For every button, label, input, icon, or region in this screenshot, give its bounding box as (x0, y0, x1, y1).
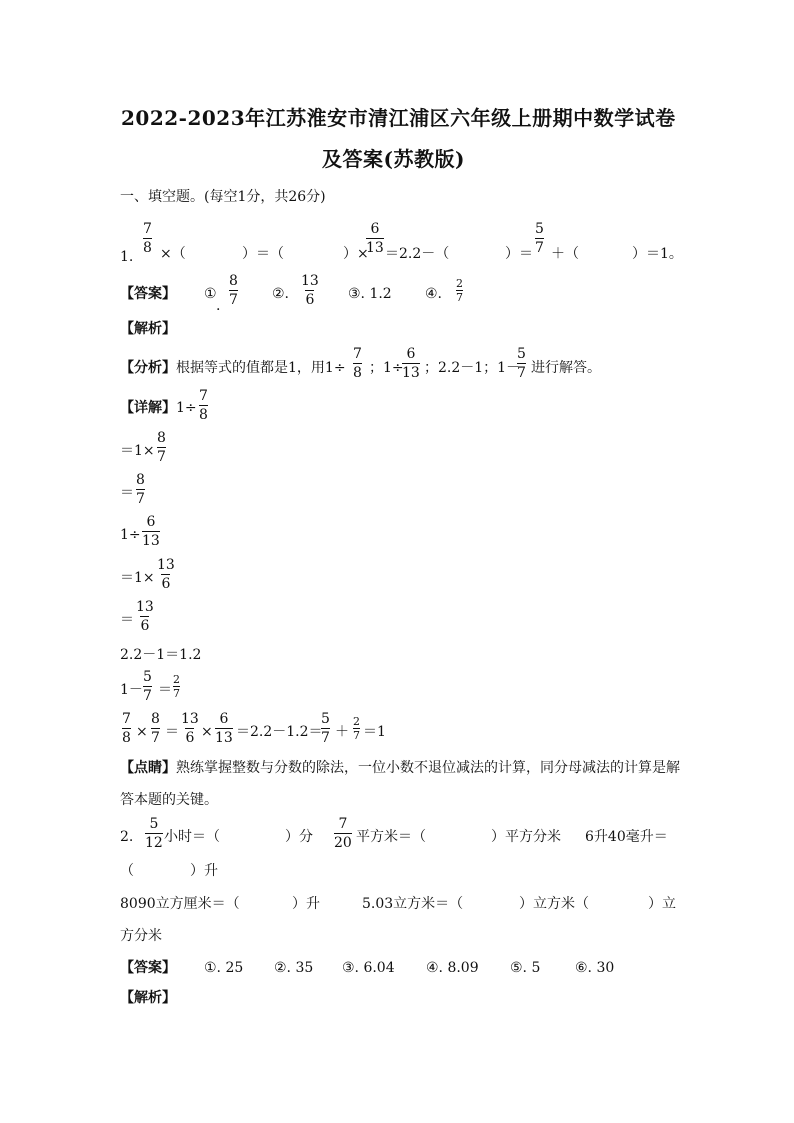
step-text: ＝2.2－1.2＝ (236, 724, 323, 740)
fraction: $\frac{13}{6}$ (301, 273, 319, 308)
fraction: $\frac{2}{7}$ (353, 715, 360, 742)
step-text: ＝ (158, 682, 172, 698)
page-title-line2: 及答案(苏教版) (322, 147, 465, 171)
q1-text: ）＝（ (242, 246, 284, 262)
answer-item: ③. 1.2 (348, 286, 392, 302)
step-text: ＋ (335, 724, 349, 740)
answer-item: ⑥. 30 (575, 960, 615, 976)
dianjing-label: 【点睛】 (120, 760, 176, 776)
analysis-label: 【解析】 (120, 990, 176, 1006)
fraction: $\frac{8}{7}$ (157, 430, 166, 465)
answer-item: ⑤. 5 (510, 960, 541, 976)
section-heading: 一、填空题。(每空1分，共26分) (120, 189, 326, 205)
question-number: 2. (120, 829, 134, 845)
fraction: $\frac{5}{12}$ (145, 816, 163, 851)
answer-dot: . (216, 298, 221, 314)
step-text: ＝1 (363, 724, 386, 740)
fraction: $\frac{2}{7}$ (456, 277, 463, 304)
fraction: $\frac{13}{6}$ (157, 557, 175, 592)
answer-item: ②. 35 (274, 960, 314, 976)
q1-text: ）× (343, 246, 369, 262)
q2-text: （ (120, 863, 134, 879)
answer-label: 【答案】 (120, 286, 176, 302)
fraction: $\frac{8}{7}$ (229, 273, 238, 308)
q1-text: ＝2.2－（ (385, 246, 450, 262)
step-text: ＝ (120, 612, 134, 628)
q2-text: ）分 (285, 829, 313, 845)
q2-text: ）立 (648, 896, 676, 912)
q2-text: ）立方米（ (519, 896, 589, 912)
answer-item: ③. 6.04 (342, 960, 395, 976)
q1-text: ）＝ (505, 246, 533, 262)
fraction: $\frac{6}{13}$ (402, 346, 420, 381)
fraction: $\frac{5}{7}$ (143, 669, 152, 704)
fenxi-label: 【分析】 (120, 360, 176, 376)
step-text: 1÷ (176, 400, 197, 416)
q1-text: ＋（ (551, 246, 579, 262)
fraction: $\frac{6}{13}$ (366, 221, 384, 256)
step-text: × (136, 724, 148, 740)
answer-item: ① (204, 286, 217, 302)
q2-text: 平方米＝（ (356, 829, 426, 845)
answer-item: ①. 25 (204, 960, 244, 976)
q2-text: 小时＝（ (164, 829, 220, 845)
q2-text: 8090立方厘米＝（ (120, 896, 240, 912)
fraction: $\frac{7}{8}$ (143, 221, 152, 256)
answer-item: ④. 8.09 (426, 960, 479, 976)
step-text: ＝ (165, 724, 179, 740)
fraction: $\frac{7}{8}$ (122, 711, 131, 746)
fraction: $\frac{5}{7}$ (535, 221, 544, 256)
q2-text: ）升 (292, 896, 320, 912)
fraction: $\frac{5}{7}$ (517, 346, 526, 381)
fenxi-text: ；2.2－1；1－ (424, 360, 521, 376)
q1-text: ）＝1。 (632, 246, 683, 262)
fraction: $\frac{7}{8}$ (199, 388, 208, 423)
fraction: $\frac{5}{7}$ (321, 711, 330, 746)
step-text: ＝1× (120, 570, 155, 586)
fenxi-text: 根据等式的值都是1，用1÷ (176, 360, 346, 376)
analysis-label: 【解析】 (120, 321, 176, 337)
page-title-line1: 2022-2023年江苏淮安市清江浦区六年级上册期中数学试卷 (121, 106, 676, 130)
step-text: ＝1× (120, 443, 155, 459)
q1-text: ×（ (160, 246, 186, 262)
question-number: 1. (120, 249, 134, 265)
q2-text: 方分米 (120, 928, 162, 944)
fenxi-text: ；1÷ (369, 360, 404, 376)
fraction: $\frac{2}{7}$ (173, 673, 180, 700)
q2-text: 6升40毫升＝ (585, 829, 668, 845)
step-text: ＝ (120, 485, 134, 501)
fraction: $\frac{13}{6}$ (136, 599, 154, 634)
dianjing-text: 熟练掌握整数与分数的除法，一位小数不退位减法的计算，同分母减法的计算是解 (176, 760, 680, 776)
fenxi-text: 进行解答。 (531, 360, 601, 376)
fraction: $\frac{6}{13}$ (142, 514, 160, 549)
answer-label: 【答案】 (120, 960, 176, 976)
step-text: × (201, 724, 213, 740)
q2-text: 5.03立方米＝（ (362, 896, 464, 912)
answer-item: ④. (425, 286, 443, 302)
step-text: 1－ (120, 682, 143, 698)
dianjing-text: 答本题的关键。 (120, 792, 218, 808)
fraction: $\frac{8}{7}$ (136, 472, 145, 507)
q2-text: ）升 (190, 863, 218, 879)
fraction: $\frac{7}{8}$ (353, 346, 362, 381)
fraction: $\frac{8}{7}$ (151, 711, 160, 746)
fraction: $\frac{7}{20}$ (334, 816, 352, 851)
xiangjie-label: 【详解】 (120, 400, 176, 416)
q2-text: ）平方分米 (491, 829, 561, 845)
step-text: 1÷ (120, 527, 141, 543)
fraction: $\frac{6}{13}$ (215, 711, 233, 746)
answer-item: ②. (272, 286, 290, 302)
fraction: $\frac{13}{6}$ (181, 711, 199, 746)
step-text: 2.2－1＝1.2 (120, 647, 202, 663)
